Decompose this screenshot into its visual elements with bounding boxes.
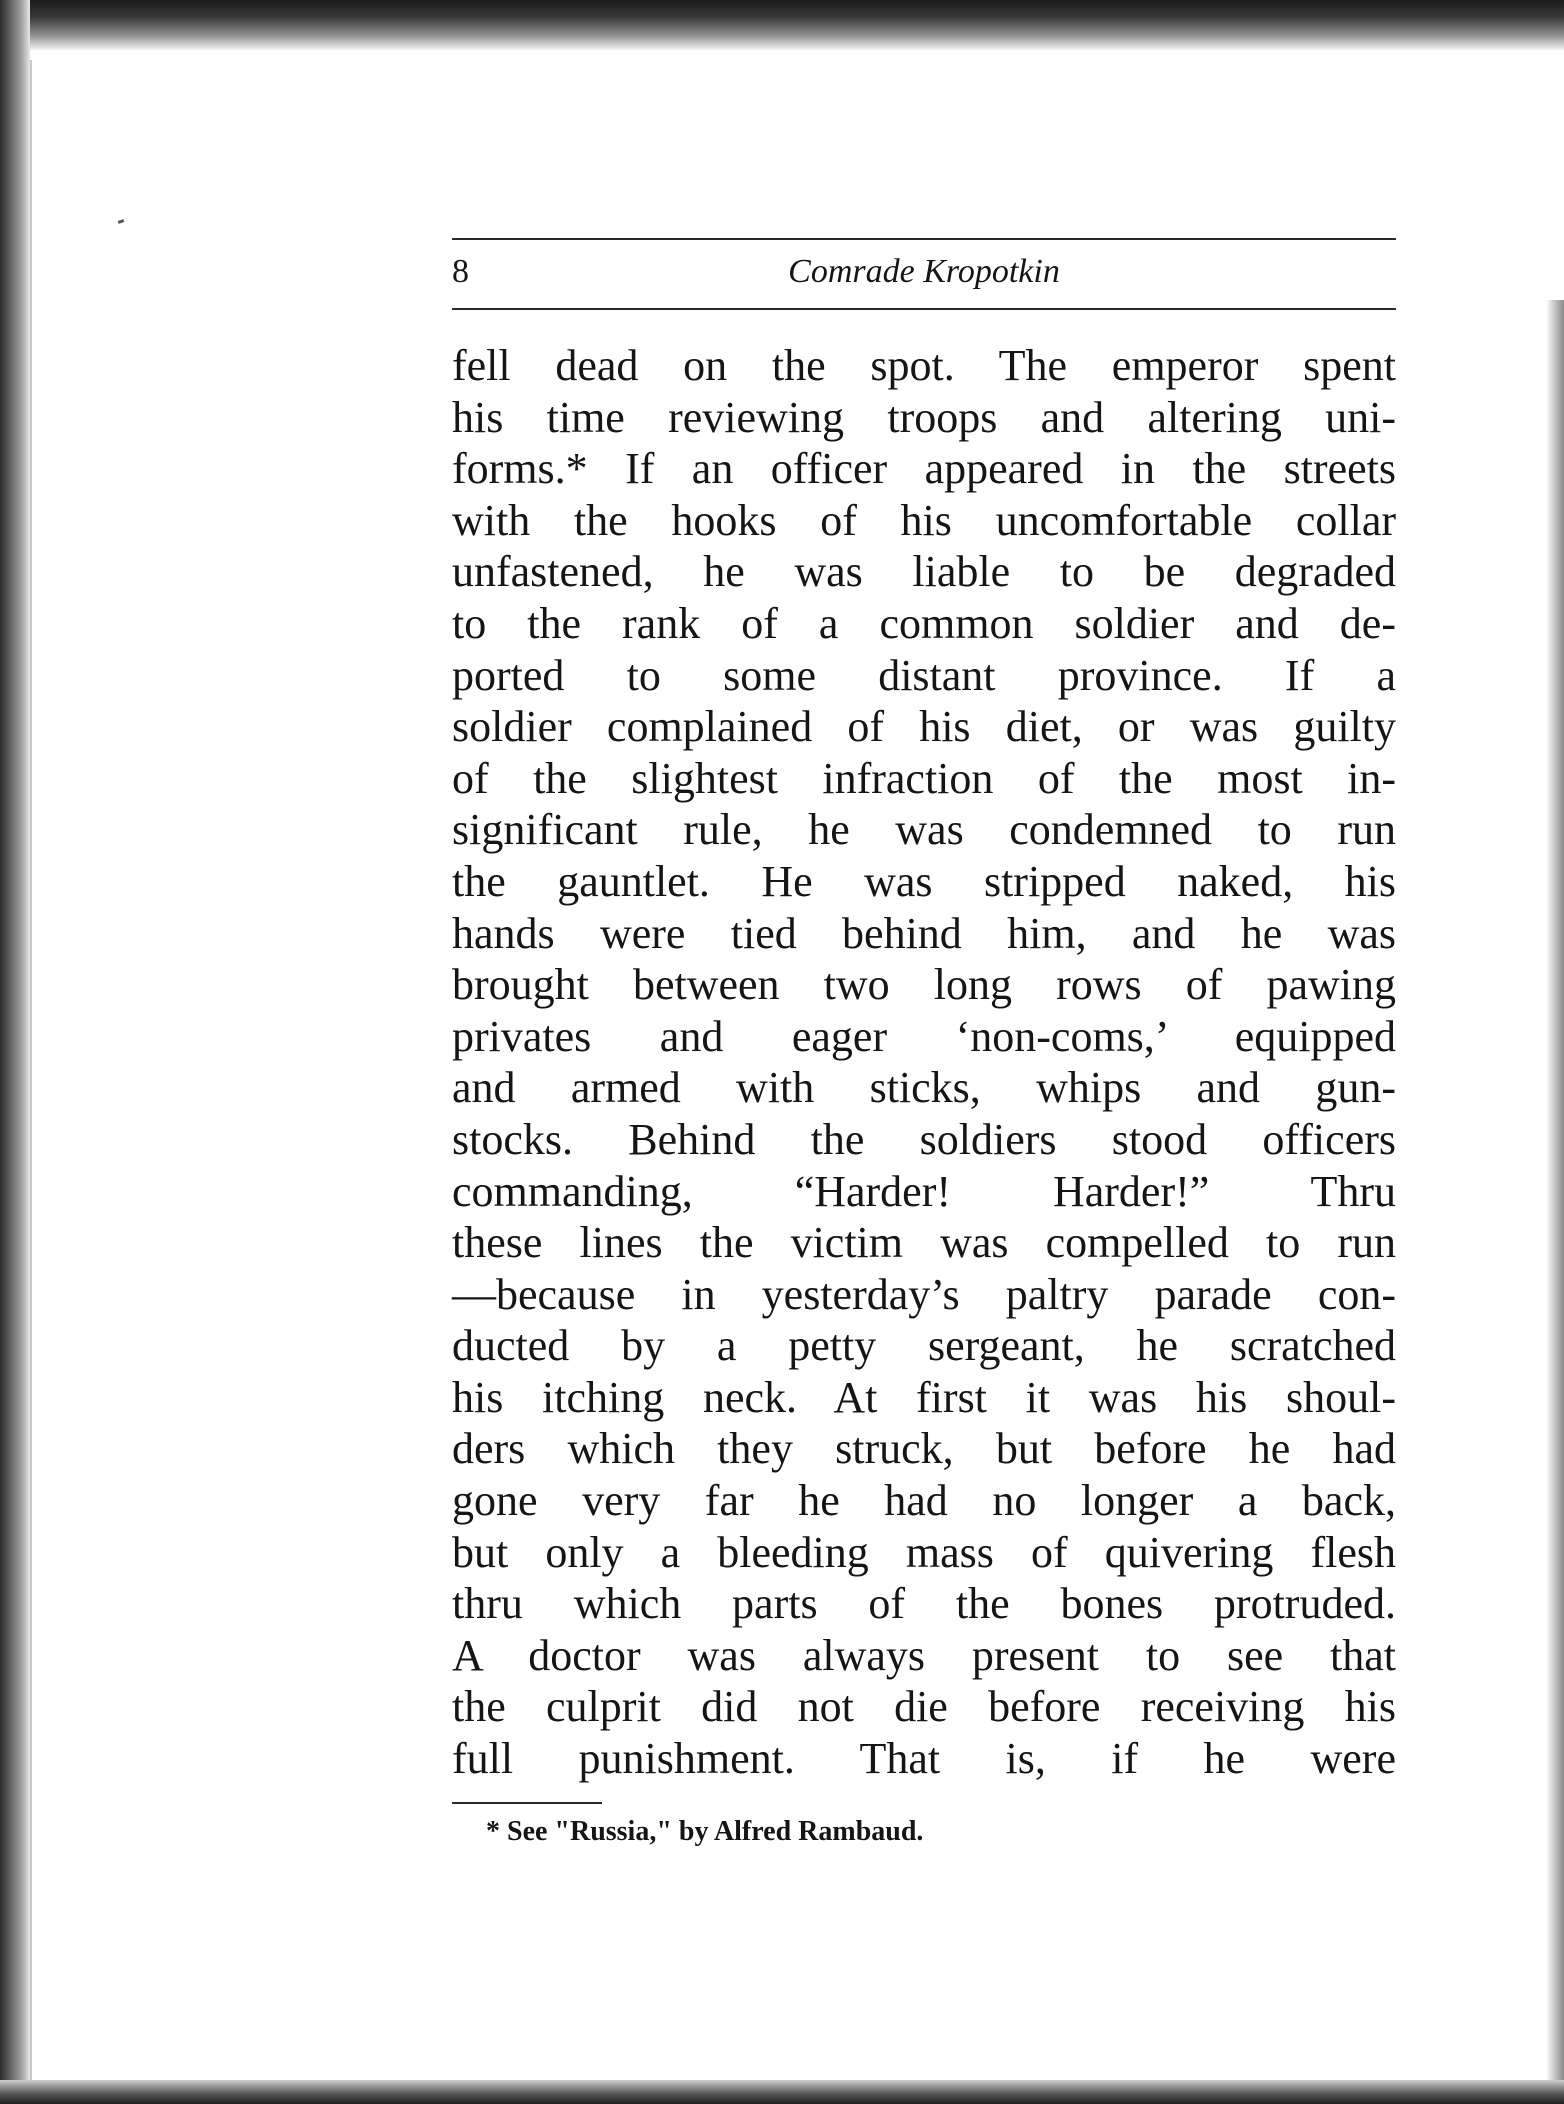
text-line: gone very far he had no longer a back, <box>452 1476 1396 1526</box>
text-line: stocks. Behind the soldiers stood officers <box>452 1114 1396 1164</box>
text-line: the gauntlet. He was stripped naked, his <box>452 856 1396 906</box>
text-line: his time reviewing troops and altering uni- <box>452 392 1396 442</box>
text-line: ported to some distant province. If a <box>452 650 1396 700</box>
text-line: hands were tied behind him, and he was <box>452 908 1396 958</box>
text-line: the culprit did not die before receiving his <box>452 1682 1396 1732</box>
header-rule-bottom <box>452 308 1396 310</box>
text-line: but only a bleeding mass of quivering flesh <box>452 1527 1396 1577</box>
scan-edge-bottom <box>0 2080 1564 2104</box>
text-line: thru which parts of the bones protruded. <box>452 1579 1396 1629</box>
text-line: ducted by a petty sergeant, he scratched <box>452 1321 1396 1371</box>
text-line: significant rule, he was condemned to run <box>452 805 1396 855</box>
text-line: his itching neck. At first it was his shoul- <box>452 1372 1396 1422</box>
scan-edge-top <box>0 0 1564 50</box>
page-edge-left <box>30 60 40 2080</box>
header-rule-top <box>452 238 1396 240</box>
text-line: these lines the victim was compelled to run <box>452 1218 1396 1268</box>
text-line: and armed with sticks, whips and gun- <box>452 1063 1396 1113</box>
running-title: Comrade Kropotkin <box>788 253 1060 290</box>
text-line: of the slightest infraction of the most in- <box>452 753 1396 803</box>
text-line: privates and eager ‘non-coms,’ equipped <box>452 1011 1396 1061</box>
footnote-rule <box>452 1802 602 1804</box>
text-line: A doctor was always present to see that <box>452 1630 1396 1680</box>
text-line: full punishment. That is, if he were <box>452 1734 1396 1784</box>
text-line: commanding, “Harder! Harder!” Thru <box>452 1166 1396 1216</box>
text-line: brought between two long rows of pawing <box>452 960 1396 1010</box>
text-line: fell dead on the spot. The emperor spent <box>452 341 1396 390</box>
body-text <box>452 340 1396 1785</box>
text-line: soldier complained of his diet, or was guilty <box>452 702 1396 752</box>
book-spine-edge <box>0 0 30 2104</box>
text-line: with the hooks of his uncomfortable collar <box>452 495 1396 545</box>
page-number: 8 <box>452 253 469 290</box>
text-line: unfastened, he was liable to be degraded <box>452 547 1396 597</box>
text-line: ders which they struck, but before he had <box>452 1424 1396 1474</box>
text-line: forms.* If an officer appeared in the streets <box>452 444 1396 494</box>
footnote: * See "Russia," by Alfred Rambaud. <box>486 1816 924 1847</box>
text-line: —because in yesterday’s paltry parade con- <box>452 1269 1396 1319</box>
text-line: to the rank of a common soldier and de- <box>452 598 1396 648</box>
page-edge-right <box>1546 300 1564 2104</box>
scan-speck <box>118 219 125 224</box>
